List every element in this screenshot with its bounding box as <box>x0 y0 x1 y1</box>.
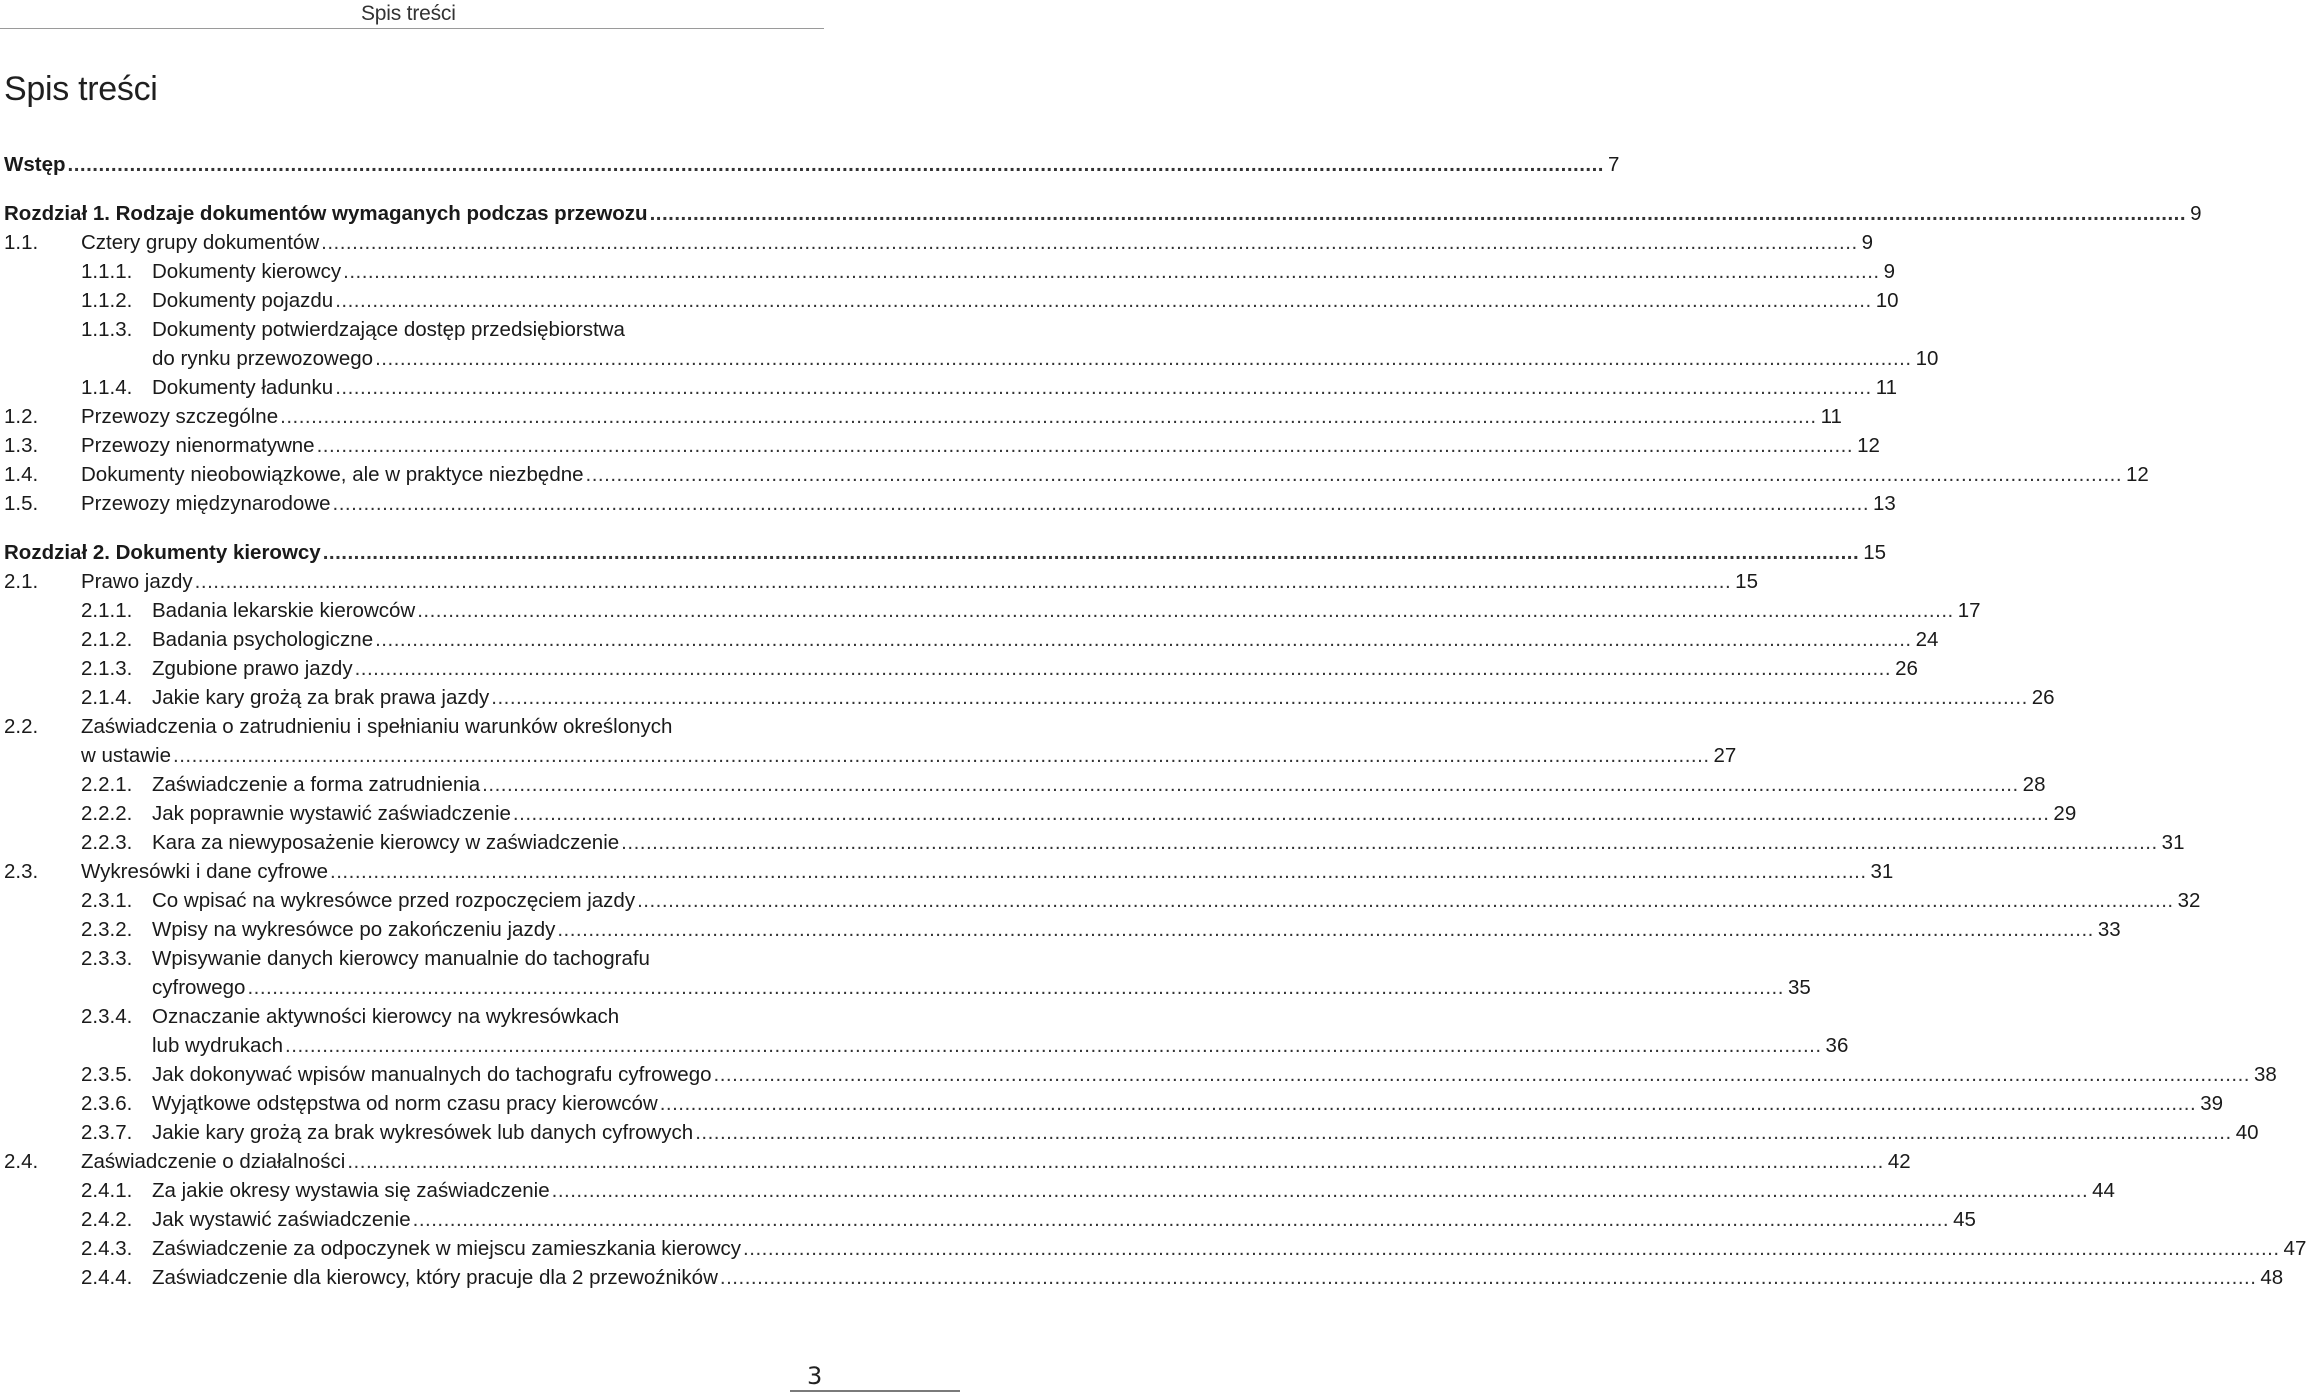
toc-entry-title-continuation: cyfrowego <box>152 976 246 999</box>
toc-entry-title: Wpisywanie danych kierowcy manualnie do tachografu <box>152 947 650 970</box>
toc-entry-title: Jak dokonywać wpisów manualnych do tachografu cyfrowego <box>152 1063 712 1086</box>
toc-entry-title-continuation: w ustawie <box>81 744 172 767</box>
toc-entry[interactable] <box>81 801 2077 828</box>
toc-entry-number: 2.3.2. <box>81 918 133 941</box>
toc-dot-leader <box>335 375 1872 401</box>
toc-entry-title: Przewozy nienormatywne <box>81 434 315 457</box>
toc-entry-title-continuation: do rynku przewozowego <box>152 347 374 370</box>
toc-entry-page: 38 <box>2254 1063 2277 1086</box>
toc-entry[interactable] <box>81 772 2046 799</box>
toc-dot-leader <box>637 888 2174 914</box>
toc-entry-title: Zaświadczenie za odpoczynek w miejscu zamieszkania kierowcy <box>152 1237 742 1260</box>
toc-dot-leader <box>355 656 1892 682</box>
toc-dot-leader <box>695 1120 2232 1146</box>
toc-entry[interactable] <box>81 259 1896 286</box>
toc-entry[interactable] <box>4 462 2149 489</box>
toc-entry-number: 2.3.3. <box>81 947 133 970</box>
toc-entry-page: 10 <box>1875 289 1899 312</box>
toc-entry-page: 7 <box>1608 153 1620 176</box>
toc-entry[interactable] <box>81 288 1899 315</box>
toc-entry[interactable] <box>4 569 1758 596</box>
toc-entry[interactable] <box>81 656 1918 683</box>
toc-dot-leader <box>333 491 1870 517</box>
toc-entry-number: 2.4.1. <box>81 1179 133 1202</box>
toc-entry-number: 1.1. <box>4 231 39 254</box>
toc-entry-title: Rozdział 2. Dokumenty kierowcy <box>4 541 321 564</box>
toc-entry-page: 26 <box>2031 686 2055 709</box>
toc-entry-number: 1.1.1. <box>81 260 133 283</box>
toc-entry-title: Dokumenty potwierdzające dostęp przedsiębiorstwa <box>152 318 625 341</box>
toc-entry-page: 36 <box>1825 1034 1849 1057</box>
toc-entry-page: 17 <box>1957 599 1981 622</box>
toc-entry-page: 26 <box>1895 657 1918 680</box>
toc-entry-title: Jakie kary grożą za brak wykresówek lub danych cyfrowych <box>152 1121 694 1144</box>
toc-dot-leader <box>413 1207 1950 1233</box>
toc-dot-leader <box>68 152 1605 178</box>
toc-entry-page: 31 <box>2161 831 2185 854</box>
toc-entry-number: 2.2.3. <box>81 831 133 854</box>
toc-entry-number: 2.1.2. <box>81 628 133 651</box>
toc-entry-title: Zaświadczenie a forma zatrudnienia <box>152 773 481 796</box>
toc-entry[interactable] <box>4 433 1880 460</box>
toc-entry[interactable] <box>152 346 1939 373</box>
toc-entry[interactable] <box>81 1265 2284 1292</box>
toc-entry-title: Prawo jazdy <box>81 570 193 593</box>
toc-entry-number: 2.3.4. <box>81 1005 133 1028</box>
page-title: Spis treści <box>4 70 158 108</box>
toc-dot-leader <box>660 1091 2197 1117</box>
toc-entry-page: 9 <box>1883 260 1896 283</box>
toc-entry-heading <box>81 317 625 343</box>
toc-entry-page: 42 <box>1887 1150 1911 1173</box>
toc-entry-page: 31 <box>1870 860 1894 883</box>
toc-entry-page: 15 <box>1735 570 1758 593</box>
running-header <box>0 0 824 29</box>
toc-entry[interactable] <box>81 1207 1976 1234</box>
toc-entry-number: 2.4.2. <box>81 1208 133 1231</box>
toc-entry-page: 35 <box>1787 976 1811 999</box>
toc-entry[interactable] <box>81 1120 2259 1147</box>
toc-chapter-entry[interactable] <box>4 540 1887 567</box>
toc-entry[interactable] <box>4 230 1874 257</box>
toc-entry-number: 2.4. <box>4 1150 39 1173</box>
toc-entry-page: 9 <box>1861 231 1874 254</box>
toc-entry-page: 27 <box>1713 744 1737 767</box>
toc-entry-page: 12 <box>2126 463 2149 486</box>
toc-entry[interactable] <box>81 830 2185 857</box>
toc-dot-leader <box>173 743 1710 769</box>
toc-entry-page: 13 <box>1873 492 1896 515</box>
toc-entry-title: Zaświadczenie o działalności <box>81 1150 346 1173</box>
toc-entry-number: 2.1.4. <box>81 686 133 709</box>
toc-entry-title: Jak poprawnie wystawić zaświadczenie <box>152 802 511 825</box>
toc-dot-leader <box>195 569 1732 595</box>
toc-entry-number: 2.3.1. <box>81 889 133 912</box>
toc-entry[interactable] <box>4 491 1896 518</box>
toc-entry-page: 10 <box>1915 347 1939 370</box>
toc-entry-title: Za jakie okresy wystawia się zaświadczenie <box>152 1179 550 1202</box>
toc-dot-leader <box>375 627 1912 653</box>
toc-entry[interactable] <box>4 859 1894 886</box>
toc-entry[interactable] <box>152 975 1811 1002</box>
toc-dot-leader <box>650 201 2187 227</box>
toc-entry-number: 1.2. <box>4 405 39 428</box>
toc-entry-title: Badania psychologiczne <box>152 628 374 651</box>
toc-entry-number: 1.5. <box>4 492 39 515</box>
toc-entry-number: 1.1.2. <box>81 289 133 312</box>
toc-entry-number: 2.1.3. <box>81 657 133 680</box>
toc-entry-title: Badania lekarskie kierowców <box>152 599 416 622</box>
toc-entry[interactable] <box>81 1062 2277 1089</box>
toc-entry[interactable] <box>81 1091 2223 1118</box>
toc-entry[interactable] <box>81 598 1981 625</box>
toc-entry-page: 11 <box>1820 405 1842 428</box>
toc-entry-title: Przewozy szczególne <box>81 405 279 428</box>
toc-dot-leader <box>714 1062 2251 1088</box>
toc-dot-leader <box>586 462 2123 488</box>
toc-entry-page: 28 <box>2022 773 2046 796</box>
toc-entry[interactable] <box>81 1178 2115 1205</box>
footer-rule <box>790 1390 960 1392</box>
toc-entry-number: 1.3. <box>4 434 39 457</box>
toc-entry[interactable] <box>81 685 2055 712</box>
toc-chapter-entry[interactable] <box>4 201 2202 228</box>
toc-entry[interactable] <box>152 1033 1849 1060</box>
toc-dot-leader <box>335 288 1872 314</box>
toc-dot-leader <box>491 685 2028 711</box>
toc-entry-number: 1.4. <box>4 463 39 486</box>
toc-entry-number: 2.2.2. <box>81 802 133 825</box>
toc-entry-number: 2.3.7. <box>81 1121 133 1144</box>
toc-dot-leader <box>720 1265 2257 1291</box>
toc-entry-number: 1.1.3. <box>81 318 133 341</box>
toc-dot-leader <box>552 1178 2089 1204</box>
toc-entry-page: 39 <box>2200 1092 2223 1115</box>
toc-chapter-entry[interactable] <box>4 152 1620 179</box>
toc-entry[interactable] <box>81 1236 2306 1263</box>
toc-entry-page: 12 <box>1857 434 1880 457</box>
toc-dot-leader <box>513 801 2050 827</box>
toc-entry[interactable] <box>81 627 1939 654</box>
toc-entry-number: 2.1. <box>4 570 39 593</box>
toc-entry-number: 2.2. <box>4 715 39 738</box>
page-number: 3 <box>807 1362 823 1390</box>
running-header-title: Spis treści <box>361 2 456 25</box>
toc-entry-title: Zaświadczenie dla kierowcy, który pracuje dla 2 przewoźników <box>152 1266 718 1289</box>
toc-entry-page: 45 <box>1953 1208 1976 1231</box>
toc-entry-page: 33 <box>2097 918 2121 941</box>
toc-entry-page: 40 <box>2235 1121 2259 1144</box>
toc-entry-page: 48 <box>2260 1266 2284 1289</box>
toc-entry-heading <box>81 1004 619 1030</box>
toc-entry[interactable] <box>81 375 1897 402</box>
toc-entry-title: Dokumenty pojazdu <box>152 289 334 312</box>
toc-entry-title: Jak wystawić zaświadczenie <box>152 1208 411 1231</box>
toc-dot-leader <box>347 1149 1884 1175</box>
toc-entry-number: 2.2.1. <box>81 773 133 796</box>
toc-entry-title: Wpisy na wykresówce po zakończeniu jazdy <box>152 918 556 941</box>
toc-entry-page: 15 <box>1863 541 1887 564</box>
toc-dot-leader <box>317 433 1854 459</box>
toc-entry-title: Wstęp <box>4 153 66 176</box>
toc-entry-number: 2.4.3. <box>81 1237 133 1260</box>
toc-dot-leader <box>482 772 2019 798</box>
toc-entry-page: 24 <box>1915 628 1939 651</box>
toc-entry-heading <box>81 946 650 972</box>
toc-entry-number: 2.3.6. <box>81 1092 133 1115</box>
toc-entry-title: Rozdział 1. Rodzaje dokumentów wymaganych podczas przewozu <box>4 202 648 225</box>
toc-entry-number: 2.3.5. <box>81 1063 133 1086</box>
toc-dot-leader <box>321 230 1858 256</box>
toc-entry-number: 2.4.4. <box>81 1266 133 1289</box>
toc-entry-number: 1.1.4. <box>81 376 133 399</box>
toc-entry-title: Wykresówki i dane cyfrowe <box>81 860 329 883</box>
toc-dot-leader <box>375 346 1912 372</box>
toc-entry-title: Zgubione prawo jazdy <box>152 657 353 680</box>
toc-entry-page: 9 <box>2190 202 2202 225</box>
toc-dot-leader <box>417 598 1954 624</box>
toc-dot-leader <box>285 1033 1822 1059</box>
toc-entry-title: Cztery grupy dokumentów <box>81 231 320 254</box>
toc-entry[interactable] <box>81 743 1737 770</box>
toc-entry-page: 32 <box>2177 889 2201 912</box>
toc-entry-title: Dokumenty ładunku <box>152 376 334 399</box>
toc-entry-title: Przewozy międzynarodowe <box>81 492 331 515</box>
toc-entry[interactable] <box>81 917 2121 944</box>
toc-entry[interactable] <box>4 404 1842 431</box>
toc-entry-title: Zaświadczenia o zatrudnieniu i spełnianiu warunków określonych <box>81 715 673 738</box>
toc-entry-title: Jakie kary grożą za brak prawa jazdy <box>152 686 490 709</box>
toc-entry-title-continuation: lub wydrukach <box>152 1034 284 1057</box>
toc-dot-leader <box>343 259 1880 285</box>
toc-entry-page: 47 <box>2283 1237 2306 1260</box>
toc-dot-leader <box>280 404 1817 430</box>
toc-entry-page: 29 <box>2053 802 2077 825</box>
toc-entry-title: Wyjątkowe odstępstwa od norm czasu pracy kierowców <box>152 1092 658 1115</box>
toc-entry-number: 2.3. <box>4 860 39 883</box>
toc-entry-heading <box>4 714 672 740</box>
toc-dot-leader <box>557 917 2094 943</box>
toc-dot-leader <box>323 540 1860 566</box>
toc-entry-title: Oznaczanie aktywności kierowcy na wykresówkach <box>152 1005 620 1028</box>
toc-entry[interactable] <box>81 888 2201 915</box>
toc-entry-number: 2.1.1. <box>81 599 133 622</box>
toc-dot-leader <box>621 830 2158 856</box>
toc-entry[interactable] <box>4 1149 1911 1176</box>
toc-dot-leader <box>330 859 1867 885</box>
toc-entry-title: Dokumenty nieobowiązkowe, ale w praktyce niezbędne <box>81 463 584 486</box>
toc-entry-title: Kara za niewyposażenie kierowcy w zaświadczenie <box>152 831 620 854</box>
toc-entry-page: 11 <box>1875 376 1897 399</box>
toc-dot-leader <box>743 1236 2280 1262</box>
toc-entry-title: Dokumenty kierowcy <box>152 260 342 283</box>
toc-entry-page: 44 <box>2092 1179 2115 1202</box>
toc-dot-leader <box>247 975 1784 1001</box>
toc-entry-title: Co wpisać na wykresówce przed rozpoczęciem jazdy <box>152 889 636 912</box>
